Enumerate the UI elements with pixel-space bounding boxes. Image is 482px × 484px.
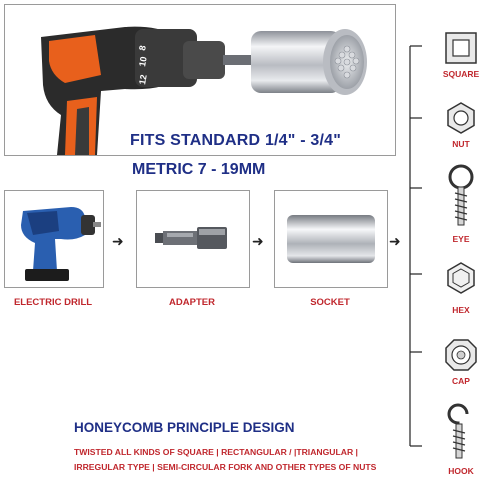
metric-size-text: METRIC 7 - 19MM bbox=[132, 161, 266, 178]
bracket-lines bbox=[400, 36, 424, 466]
socket-box bbox=[274, 190, 388, 288]
drill-speed-number: 12 bbox=[137, 73, 149, 86]
nut-type-label: HEX bbox=[452, 305, 470, 315]
drill-speed-number: 10 bbox=[137, 55, 149, 68]
arrow-icon: ➜ bbox=[389, 233, 401, 249]
arrow-icon: ➜ bbox=[112, 233, 124, 249]
description-line-1: TWISTED ALL KINDS OF SQUARE | RECTANGULAR / |TRIANGULAR | bbox=[74, 447, 358, 457]
cap-nut-icon bbox=[443, 337, 479, 373]
arrow-icon: ➜ bbox=[252, 233, 264, 249]
eye-bolt-icon bbox=[443, 163, 479, 229]
drill-speed-number: 8 bbox=[137, 44, 148, 52]
step-label: SOCKET bbox=[310, 297, 350, 308]
hex-nut-icon bbox=[443, 100, 479, 136]
electric-drill-box bbox=[4, 190, 104, 288]
adapter-box bbox=[136, 190, 250, 288]
square-nut-icon bbox=[443, 30, 479, 66]
nut-type-label: HOOK bbox=[448, 466, 474, 476]
step-label: ADAPTER bbox=[169, 297, 215, 308]
step-label: ELECTRIC DRILL bbox=[13, 297, 93, 308]
fits-standard-text: FITS STANDARD 1/4" - 3/4" bbox=[130, 132, 342, 149]
socket-image bbox=[275, 191, 387, 287]
description-line-2: IRREGULAR TYPE | SEMI-CIRCULAR FORK AND OTHER TYPES OF NUTS bbox=[74, 462, 377, 472]
hex-head-icon bbox=[443, 260, 479, 296]
nut-type-label: EYE bbox=[452, 234, 470, 244]
drill-image bbox=[5, 191, 103, 287]
nut-type-label: CAP bbox=[452, 376, 470, 386]
nut-type-label: NUT bbox=[452, 139, 470, 149]
honeycomb-heading: HONEYCOMB PRINCIPLE DESIGN bbox=[74, 420, 295, 435]
hook-screw-icon bbox=[443, 398, 479, 464]
adapter-image bbox=[137, 191, 249, 287]
nut-type-label: SQUARE bbox=[442, 69, 480, 79]
